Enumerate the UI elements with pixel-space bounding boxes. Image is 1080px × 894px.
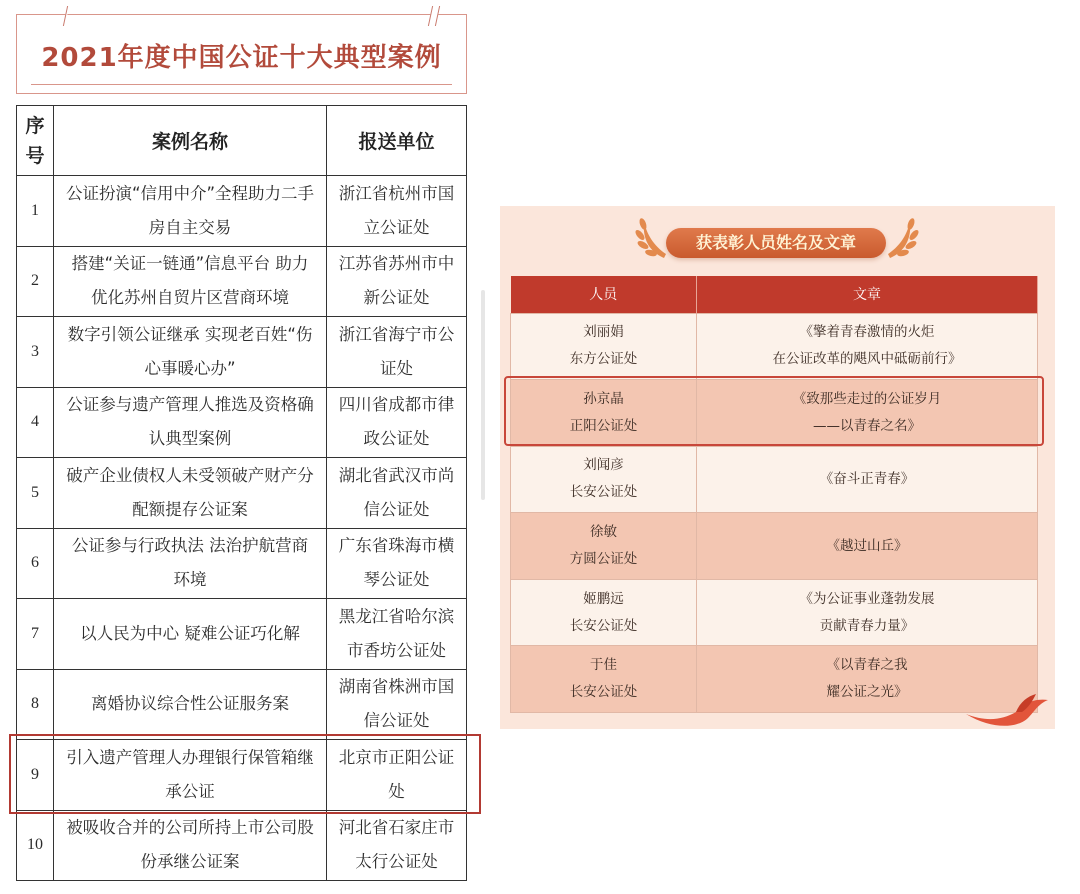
honoree-line: 徐敏	[590, 524, 617, 541]
honoree	[511, 646, 697, 713]
honoree-line: 长安公证处	[569, 684, 638, 701]
honoree-line: 于佳	[590, 657, 617, 674]
award-row	[511, 646, 1038, 713]
award-table	[510, 276, 1038, 713]
case-number: 1	[17, 176, 54, 247]
article-title	[697, 579, 1038, 646]
case-name-line: 心事暖心办”	[144, 358, 236, 378]
case-name	[54, 246, 327, 317]
article-title-line: 《致那些走过的公证岁月	[792, 390, 942, 407]
submitting-unit	[327, 246, 467, 317]
submitting-unit-line: 黑龙江省哈尔滨	[338, 606, 455, 626]
honoree-line: 正阳公证处	[569, 417, 638, 434]
case-name-line: 公证参与遗产管理人推选及资格确	[66, 395, 314, 415]
submitting-unit-line: 市香坊公证处	[347, 640, 446, 660]
honoree-line: 东方公证处	[569, 351, 638, 368]
divider-bar	[481, 290, 485, 500]
case-name-line: 破产企业债权人未受领破产财产分	[66, 465, 314, 485]
submitting-unit-line: 广东省珠海市横	[338, 536, 455, 556]
case-name-line: 离婚协议综合性公证服务案	[91, 694, 289, 714]
submitting-unit	[327, 387, 467, 458]
article-title-line: 《越过山丘》	[826, 537, 908, 554]
award-title-badge: 获表彰人员姓名及文章	[666, 228, 886, 258]
submitting-unit-line: 浙江省海宁市公	[338, 324, 455, 344]
submitting-unit	[327, 740, 467, 811]
decor-tick	[63, 6, 69, 26]
award-panel	[500, 206, 1055, 729]
cases-header-row	[17, 106, 467, 176]
honoree-line: 刘丽娟	[583, 324, 624, 341]
case-name	[54, 387, 327, 458]
title-underline	[31, 84, 452, 85]
laurel-right-icon	[886, 214, 920, 260]
honoree-line: 姬鹏远	[583, 590, 624, 607]
header-no: 序号	[17, 106, 54, 176]
case-name-line: 公证参与行政执法 法治护航营商	[71, 536, 309, 556]
case-name-line: 引入遗产管理人办理银行保管箱继	[66, 747, 314, 767]
decor-tick	[428, 6, 440, 26]
case-name-line: 优化苏州自贸片区营商环境	[91, 288, 289, 308]
article-title	[697, 313, 1038, 380]
submitting-unit-line: 证处	[380, 358, 413, 378]
award-header-row	[511, 276, 1038, 313]
case-number: 7	[17, 599, 54, 670]
submitting-unit-line: 太行公证处	[355, 852, 438, 872]
honoree-line: 长安公证处	[569, 484, 638, 501]
submitting-unit-line: 信公证处	[363, 499, 430, 519]
submitting-unit	[327, 458, 467, 529]
case-name-line: 认典型案例	[148, 429, 232, 449]
table-row	[17, 246, 467, 317]
case-name	[54, 669, 327, 740]
article-title	[697, 380, 1038, 447]
title-banner	[16, 14, 467, 94]
table-row	[17, 599, 467, 670]
case-name-line: 承公证	[165, 781, 215, 801]
case-name-line: 配额提存公证案	[132, 499, 248, 519]
honoree-line: 孙京晶	[583, 390, 624, 407]
honoree	[511, 446, 697, 513]
header-unit: 报送单位	[327, 106, 467, 176]
table-row	[17, 176, 467, 247]
submitting-unit-line: 江苏省苏州市中	[338, 254, 455, 274]
header-article: 文章	[697, 276, 1038, 313]
case-name	[54, 458, 327, 529]
laurel-left-icon	[634, 214, 668, 260]
case-name-line: 被吸收合并的公司所持上市公司股	[66, 818, 314, 838]
case-number: 8	[17, 669, 54, 740]
submitting-unit-line: 浙江省杭州市国	[338, 183, 455, 203]
article-title-line: 《为公证事业蓬勃发展	[799, 590, 935, 607]
case-name	[54, 528, 327, 599]
submitting-unit-line: 新公证处	[363, 288, 430, 308]
submitting-unit	[327, 317, 467, 388]
submitting-unit	[327, 810, 467, 881]
case-name-line: 搭建“关证一链通”信息平台 助力	[71, 254, 309, 274]
article-title	[697, 446, 1038, 513]
case-name	[54, 176, 327, 247]
submitting-unit	[327, 599, 467, 670]
article-title-line: 《奋斗正青春》	[819, 470, 915, 487]
article-title-line: 《擎着青春激情的火炬	[799, 324, 935, 341]
submitting-unit-line: 处	[388, 781, 405, 801]
submitting-unit-line: 政公证处	[363, 429, 430, 449]
award-row	[511, 313, 1038, 380]
award-row	[511, 446, 1038, 513]
honoree-line: 长安公证处	[569, 617, 638, 634]
case-number: 6	[17, 528, 54, 599]
case-number: 4	[17, 387, 54, 458]
case-name-line: 以人民为中心 疑难公证巧化解	[80, 623, 300, 643]
submitting-unit	[327, 669, 467, 740]
case-name	[54, 317, 327, 388]
article-title-line: 耀公证之光》	[826, 684, 908, 701]
honoree	[511, 579, 697, 646]
header-case-name: 案例名称	[54, 106, 327, 176]
case-number: 10	[17, 810, 54, 881]
submitting-unit-line: 湖南省株洲市国	[338, 677, 455, 697]
submitting-unit	[327, 528, 467, 599]
submitting-unit-line: 信公证处	[363, 711, 430, 731]
table-row	[17, 317, 467, 388]
case-number: 9	[17, 740, 54, 811]
submitting-unit-line: 琴公证处	[363, 570, 430, 590]
table-row	[17, 810, 467, 881]
submitting-unit-line: 北京市正阳公证	[338, 747, 455, 767]
header-person: 人员	[511, 276, 697, 313]
article-title-line: ——以青春之名》	[813, 417, 921, 434]
article-title-line: 《以青春之我	[826, 657, 908, 674]
table-row	[17, 387, 467, 458]
case-name-line: 环境	[173, 570, 207, 590]
submitting-unit-line: 湖北省武汉市尚	[338, 465, 455, 485]
submitting-unit-line: 立公证处	[363, 217, 430, 237]
case-number: 5	[17, 458, 54, 529]
case-number: 2	[17, 246, 54, 317]
case-name-line: 房自主交易	[148, 217, 232, 237]
article-title	[697, 513, 1038, 580]
honoree-line: 方圆公证处	[569, 551, 638, 568]
submitting-unit-line: 河北省石家庄市	[338, 818, 455, 838]
award-row	[511, 380, 1038, 447]
table-row	[17, 528, 467, 599]
case-name	[54, 810, 327, 881]
table-row	[17, 458, 467, 529]
honoree	[511, 513, 697, 580]
table-row	[17, 740, 467, 811]
table-row	[17, 669, 467, 740]
case-name	[54, 740, 327, 811]
cases-table	[16, 105, 467, 881]
article-title-line: 贡献青春力量》	[819, 617, 915, 634]
award-row	[511, 513, 1038, 580]
case-name	[54, 599, 327, 670]
article-title-line: 在公证改革的飓风中砥砺前行》	[772, 351, 962, 368]
honoree	[511, 313, 697, 380]
submitting-unit-line: 四川省成都市律	[338, 395, 455, 415]
page-title: 2021年度中国公证十大典型案例	[41, 43, 442, 73]
dove-decoration-icon	[962, 694, 1052, 729]
case-name-line: 公证扮演“信用中介”全程助力二手	[65, 183, 315, 203]
award-row	[511, 579, 1038, 646]
case-name-line: 数字引领公证继承 实现老百姓“伤	[67, 324, 313, 344]
honoree	[511, 380, 697, 447]
case-name-line: 份承继公证案	[140, 852, 240, 872]
case-number: 3	[17, 317, 54, 388]
submitting-unit	[327, 176, 467, 247]
honoree-line: 刘闻彦	[583, 457, 624, 474]
